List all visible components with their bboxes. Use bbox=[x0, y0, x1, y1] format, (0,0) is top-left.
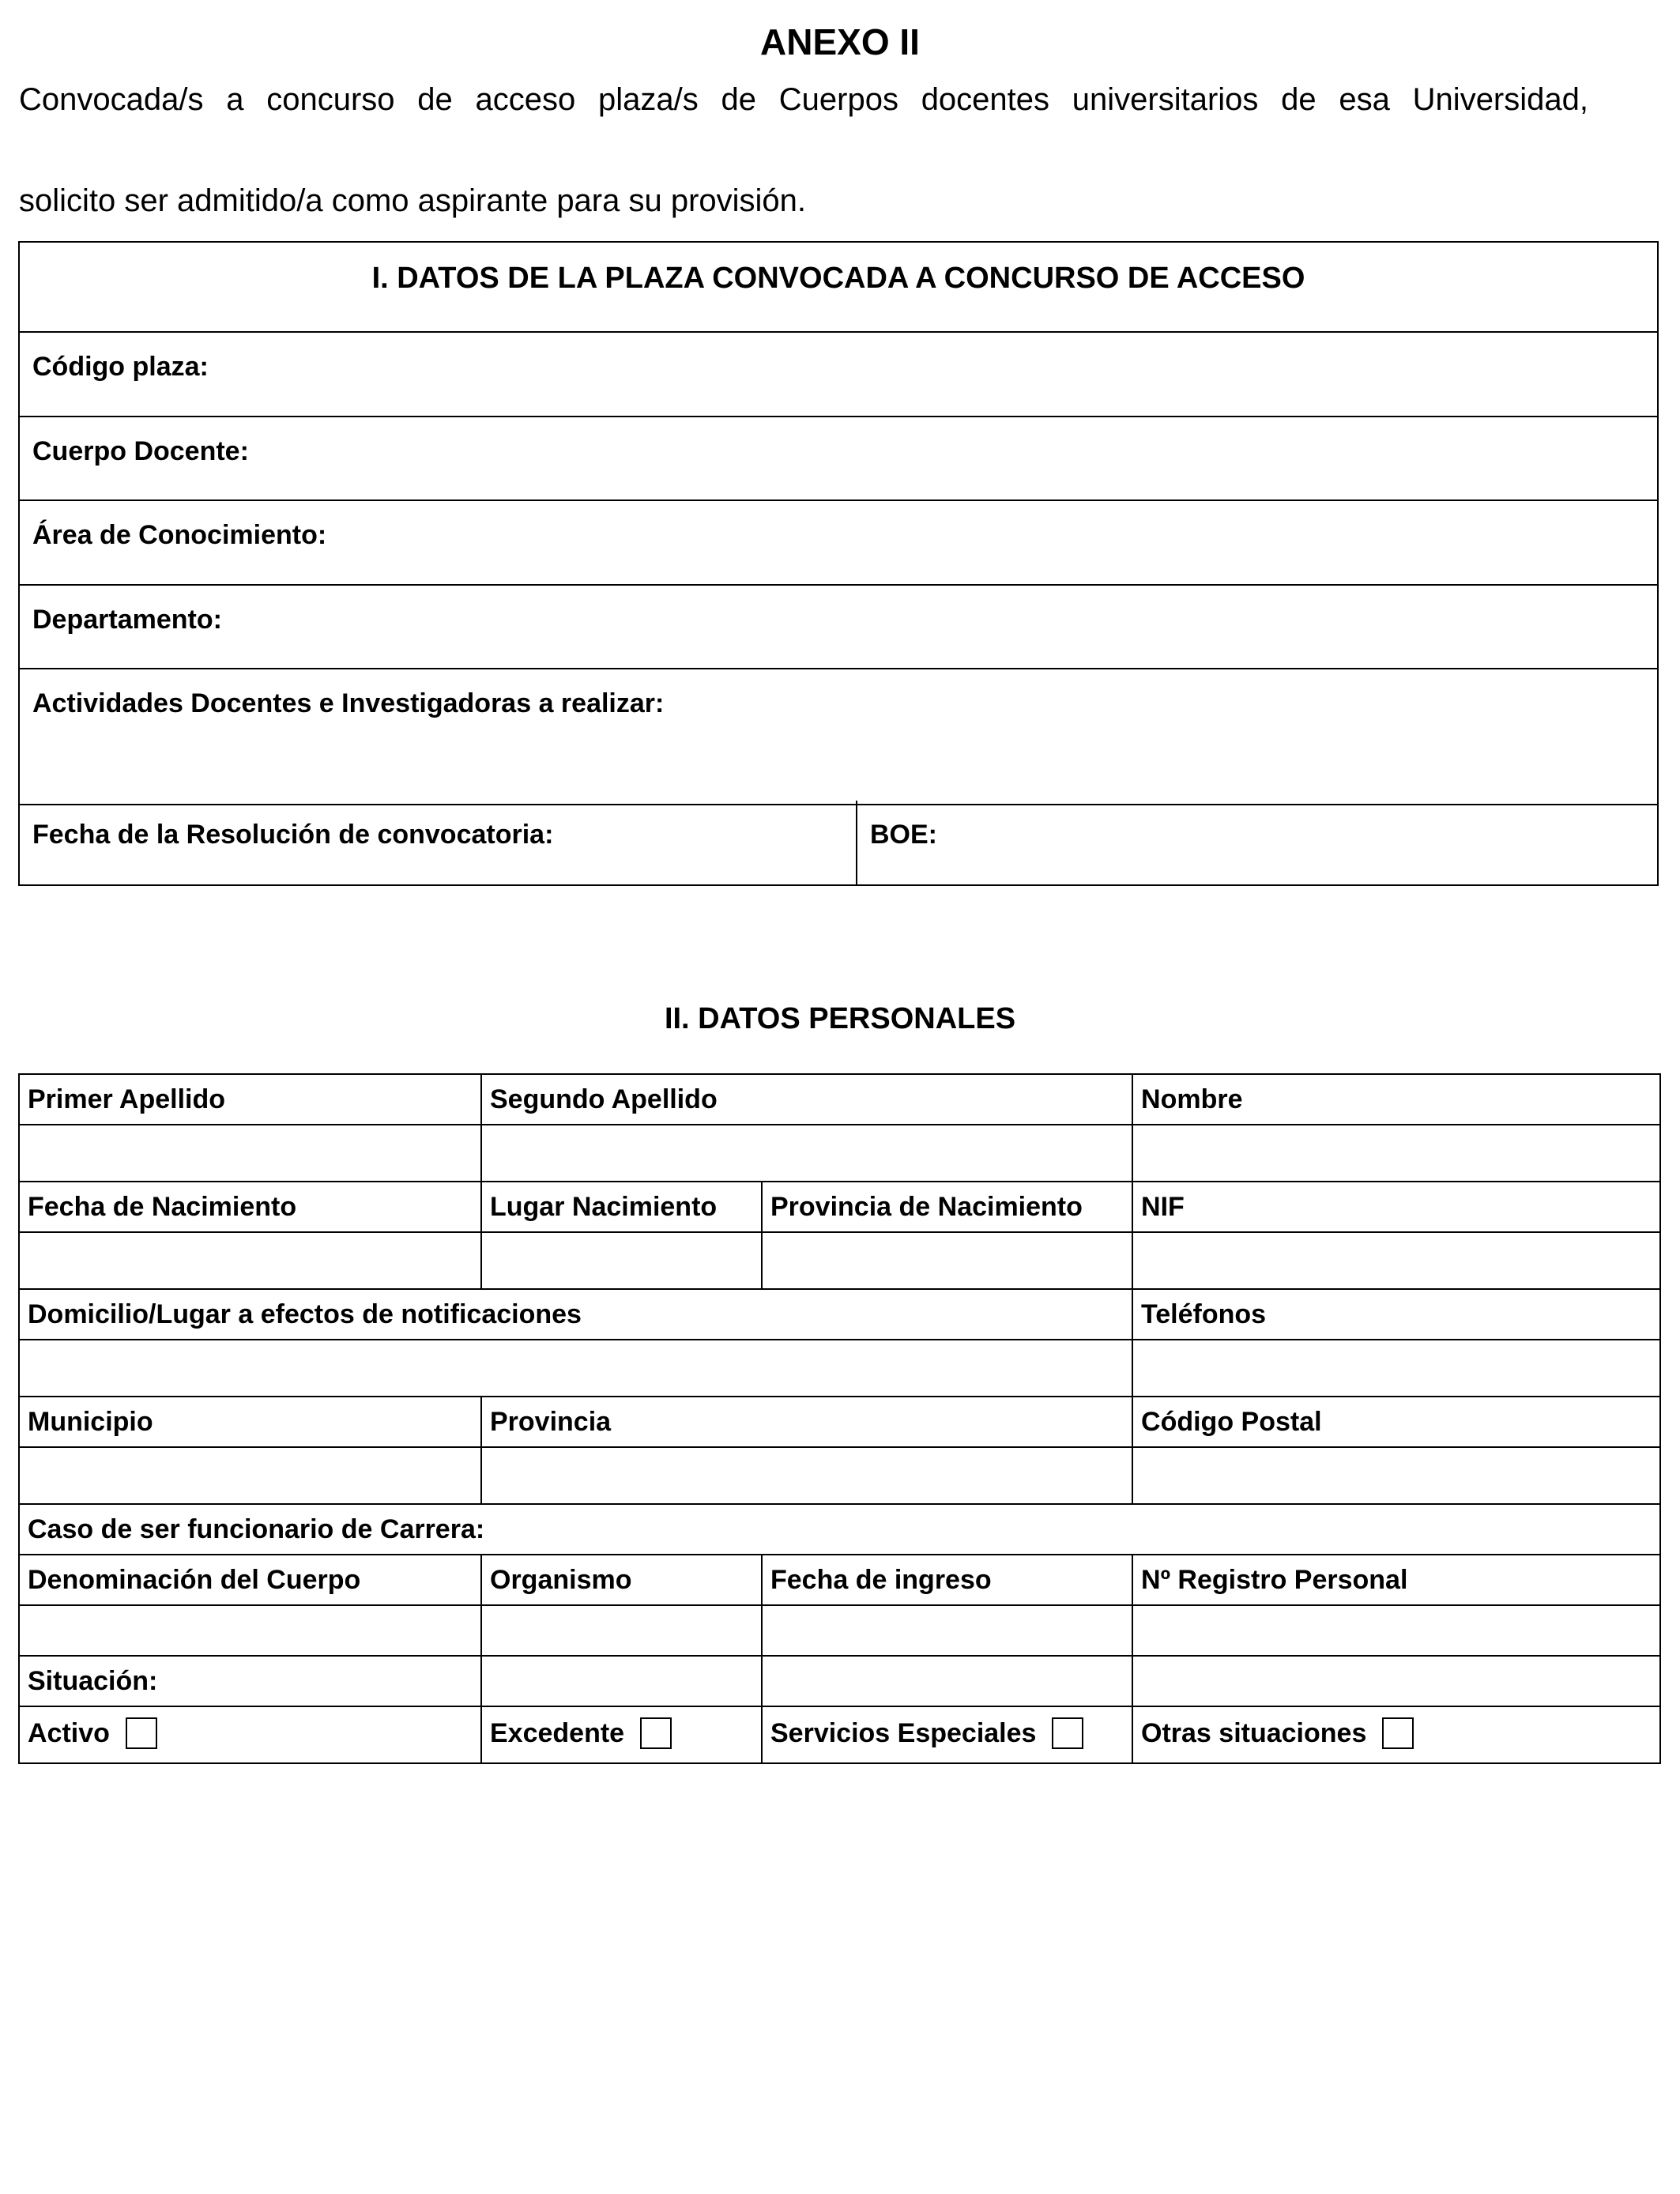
fecha-nacimiento-label: Fecha de Nacimiento bbox=[19, 1182, 481, 1232]
domicilio-label: Domicilio/Lugar a efectos de notificaciones bbox=[19, 1289, 1132, 1340]
registro-personal-field[interactable] bbox=[1132, 1605, 1660, 1656]
excedente-option bbox=[481, 1706, 762, 1763]
section-plaza bbox=[18, 241, 1659, 886]
otras-situaciones-label: Otras situaciones bbox=[1141, 1718, 1367, 1749]
nombre-field[interactable] bbox=[1132, 1125, 1660, 1182]
situacion-cell-3[interactable] bbox=[762, 1656, 1132, 1706]
departamento-label: Departamento: bbox=[32, 605, 222, 635]
lugar-nacimiento-field[interactable] bbox=[481, 1232, 762, 1289]
excedente-checkbox[interactable] bbox=[640, 1717, 672, 1749]
column-divider bbox=[856, 801, 857, 884]
section-plaza-header bbox=[20, 243, 1657, 333]
situacion-cell-2[interactable] bbox=[481, 1656, 762, 1706]
situacion-label: Situación: bbox=[19, 1656, 481, 1706]
nif-field[interactable] bbox=[1132, 1232, 1660, 1289]
denominacion-cuerpo-label: Denominación del Cuerpo bbox=[19, 1555, 481, 1605]
nombre-label: Nombre bbox=[1132, 1074, 1660, 1125]
cuerpo-docente-label: Cuerpo Docente: bbox=[32, 436, 249, 466]
provincia-label: Provincia bbox=[481, 1397, 1132, 1447]
segundo-apellido-field[interactable] bbox=[481, 1125, 1132, 1182]
organismo-label: Organismo bbox=[481, 1555, 762, 1605]
municipio-field[interactable] bbox=[19, 1447, 481, 1504]
situacion-cell-4[interactable] bbox=[1132, 1656, 1660, 1706]
field-cuerpo-docente[interactable] bbox=[20, 417, 1657, 501]
servicios-especiales-label: Servicios Especiales bbox=[770, 1718, 1037, 1749]
telefonos-field[interactable] bbox=[1132, 1340, 1660, 1397]
field-codigo-plaza[interactable] bbox=[20, 333, 1657, 417]
registro-personal-label: Nº Registro Personal bbox=[1132, 1555, 1660, 1605]
codigo-plaza-label: Código plaza: bbox=[32, 352, 209, 382]
excedente-label: Excedente bbox=[490, 1718, 625, 1749]
denominacion-cuerpo-field[interactable] bbox=[19, 1605, 481, 1656]
provincia-nacimiento-label: Provincia de Nacimiento bbox=[762, 1182, 1132, 1232]
fecha-resolucion-label: Fecha de la Resolución de convocatoria: bbox=[32, 820, 554, 850]
segundo-apellido-label: Segundo Apellido bbox=[481, 1074, 1132, 1125]
primer-apellido-field[interactable] bbox=[19, 1125, 481, 1182]
field-row-fecha-boe bbox=[20, 801, 1657, 884]
organismo-field[interactable] bbox=[481, 1605, 762, 1656]
primer-apellido-label: Primer Apellido bbox=[19, 1074, 481, 1125]
field-area-conocimiento[interactable] bbox=[20, 501, 1657, 586]
provincia-nacimiento-field[interactable] bbox=[762, 1232, 1132, 1289]
provincia-field[interactable] bbox=[481, 1447, 1132, 1504]
otras-situaciones-option bbox=[1132, 1706, 1660, 1763]
area-conocimiento-label: Área de Conocimiento: bbox=[32, 520, 327, 550]
codigo-postal-label: Código Postal bbox=[1132, 1397, 1660, 1447]
municipio-label: Municipio bbox=[19, 1397, 481, 1447]
telefonos-label: Teléfonos bbox=[1132, 1289, 1660, 1340]
domicilio-field[interactable] bbox=[19, 1340, 1132, 1397]
document-title: ANEXO II bbox=[760, 21, 920, 62]
fecha-ingreso-field[interactable] bbox=[762, 1605, 1132, 1656]
personal-data-table bbox=[18, 1073, 1661, 1764]
activo-option bbox=[19, 1706, 481, 1763]
nif-label: NIF bbox=[1132, 1182, 1660, 1232]
codigo-postal-field[interactable] bbox=[1132, 1447, 1660, 1504]
field-departamento[interactable] bbox=[20, 586, 1657, 669]
fecha-ingreso-label: Fecha de ingreso bbox=[762, 1555, 1132, 1605]
lugar-nacimiento-label: Lugar Nacimiento bbox=[481, 1182, 762, 1232]
section-plaza-heading: I. DATOS DE LA PLAZA CONVOCADA A CONCURSO DE ACCESO bbox=[371, 262, 1305, 295]
servicios-especiales-checkbox[interactable] bbox=[1052, 1717, 1083, 1749]
otras-situaciones-checkbox[interactable] bbox=[1382, 1717, 1414, 1749]
activo-checkbox[interactable] bbox=[126, 1717, 157, 1749]
actividades-label: Actividades Docentes e Investigadoras a realizar: bbox=[32, 688, 665, 718]
boe-label: BOE: bbox=[870, 820, 937, 850]
field-actividades[interactable] bbox=[20, 669, 1657, 805]
intro-line-2: solicito ser admitido/a como aspirante para su provisión. bbox=[19, 183, 807, 218]
activo-label: Activo bbox=[28, 1718, 110, 1749]
fecha-nacimiento-field[interactable] bbox=[19, 1232, 481, 1289]
intro-line-1: Convocada/s a concurso de acceso plaza/s de Cuerpos docentes universitarios de esa Universidad, bbox=[19, 82, 1588, 117]
caso-funcionario-label: Caso de ser funcionario de Carrera: bbox=[19, 1504, 1660, 1555]
section-personal-heading: II. DATOS PERSONALES bbox=[664, 1002, 1016, 1035]
servicios-especiales-option bbox=[762, 1706, 1132, 1763]
